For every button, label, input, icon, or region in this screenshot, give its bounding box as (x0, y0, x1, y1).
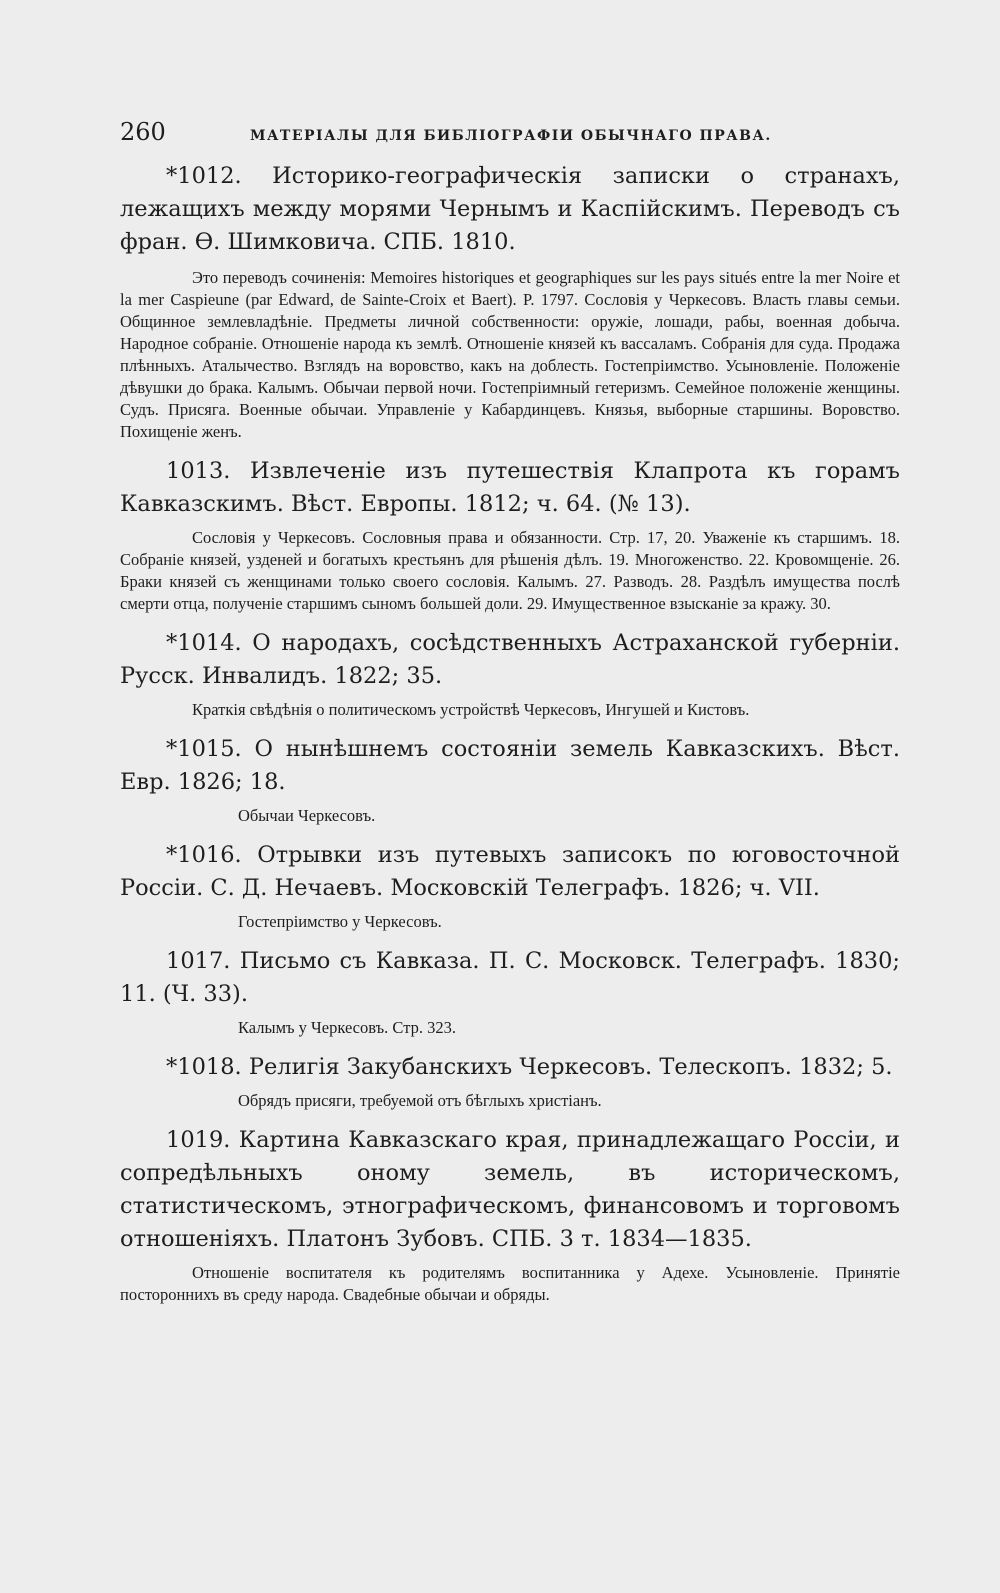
bibliography-entry (120, 160, 900, 443)
entry-title: 1019. Картина Кавказскаго края, принадлежащаго Россіи, и сопредѣльныхъ оному земель, въ историческомъ, статистическомъ, этнографическомъ, финансовомъ и торговомъ отношеніяхъ. Платонъ Зубовъ. СПБ. 3 т. 1834—1835. (120, 1127, 900, 1252)
entry-title: *1016. Отрывки изъ путевыхъ записокъ по юговосточной Россіи. С. Д. Нечаевъ. Московскій Телеграфъ. 1826; ч. VII. (120, 842, 900, 901)
bibliography-entry (120, 733, 900, 827)
bibliography-entry (120, 839, 900, 933)
page-header (120, 118, 900, 146)
entry-title: *1012. Историко-географическія записки о странахъ, лежащихъ между морями Чернымъ и Каспійскимъ. Переводъ съ фран. Ѳ. Шимковича. СПБ. 1810. (120, 163, 900, 255)
entry-title: *1015. О нынѣшнемъ состояніи земель Кавказскихъ. Вѣст. Евр. 1826; 18. (120, 736, 900, 795)
bibliography-entry (120, 627, 900, 721)
entry-note: Отношеніе воспитателя къ родителямъ воспитанника у Адехе. Усыновленіе. Принятіе постороннихъ въ среду народа. Свадебные обычаи и обряды. (120, 1263, 900, 1304)
entry-title: *1014. О народахъ, сосѣдственныхъ Астраханской губерніи. Русск. Инвалидъ. 1822; 35. (120, 630, 900, 689)
entry-note: Обрядъ присяги, требуемой отъ бѣглыхъ христіанъ. (238, 1091, 602, 1110)
entry-title: 1013. Извлеченіе изъ путешествія Клапрота къ горамъ Кавказскимъ. Вѣст. Европы. 1812; ч. 64. (№ 13). (120, 458, 900, 517)
bibliography-entry (120, 945, 900, 1039)
entry-note: Краткія свѣдѣнія о политическомъ устройствѣ Черкесовъ, Ингушей и Кистовъ. (192, 700, 750, 719)
entry-note: Калымъ у Черкесовъ. Стр. 323. (238, 1018, 456, 1037)
entry-title: 1017. Письмо съ Кавказа. П. С. Московск. Телеграфъ. 1830; 11. (Ч. 33). (120, 948, 900, 1007)
bibliography-entry (120, 1051, 900, 1112)
bibliography-entry (120, 1124, 900, 1306)
page-number: 260 (120, 118, 166, 146)
entry-title: *1018. Религія Закубанскихъ Черкесовъ. Телескопъ. 1832; 5. (166, 1054, 893, 1080)
page-body (120, 160, 900, 1318)
entry-note: Обычаи Черкесовъ. (238, 806, 376, 825)
entry-note: Это переводъ сочиненія: Memoires historiques et geographiques sur les pays situés entre la mer Noire et la mer Caspieune (par Edward, de Sainte-Croix et Baert). P. 1797. Сословія у Черкесовъ. Власть главы семьи. Общинное землевладѣніе. Предметы личной собственности: оружіе, лошади, рабы, военная добыча. Народное собраніе. Отношеніе народа къ землѣ. Отношеніе князей къ вассаламъ. Собранія для суда. Продажа плѣнныхъ. Аталычество. Взглядъ на воровство, какъ на доблесть. Гостепріимство. Усыновленіе. Положеніе дѣвушки до брака. Калымъ. Обычаи первой ночи. Гостепріимный гетеризмъ. Семейное положеніе женщины. Судъ. Присяга. Военные обычаи. Управленіе у Кабардинцевъ. Князья, выборные старшины. Воровство. Похищеніе женъ. (120, 268, 900, 441)
bibliography-entry (120, 455, 900, 615)
entry-note: Гостепріимство у Черкесовъ. (238, 912, 442, 931)
entry-note: Сословія у Черкесовъ. Сословныя права и обязанности. Стр. 17, 20. Уваженіе къ старшимъ. 18. Собраніе князей, узденей и богатыхъ крестьянъ для рѣшенія дѣлъ. 19. Многоженство. 22. Кровомщеніе. 26. Браки князей съ женщинами только своего сословія. Калымъ. 27. Разводъ. 28. Раздѣлъ имущества послѣ смерти отца, полученіе старшимъ сыномъ большей доли. 29. Имущественное взысканіе за кражу. 30. (120, 528, 900, 613)
running-title: МАТЕРІАЛЫ ДЛЯ БИБЛІОГРАФІИ ОБЫЧНАГО ПРАВА. (250, 128, 772, 144)
